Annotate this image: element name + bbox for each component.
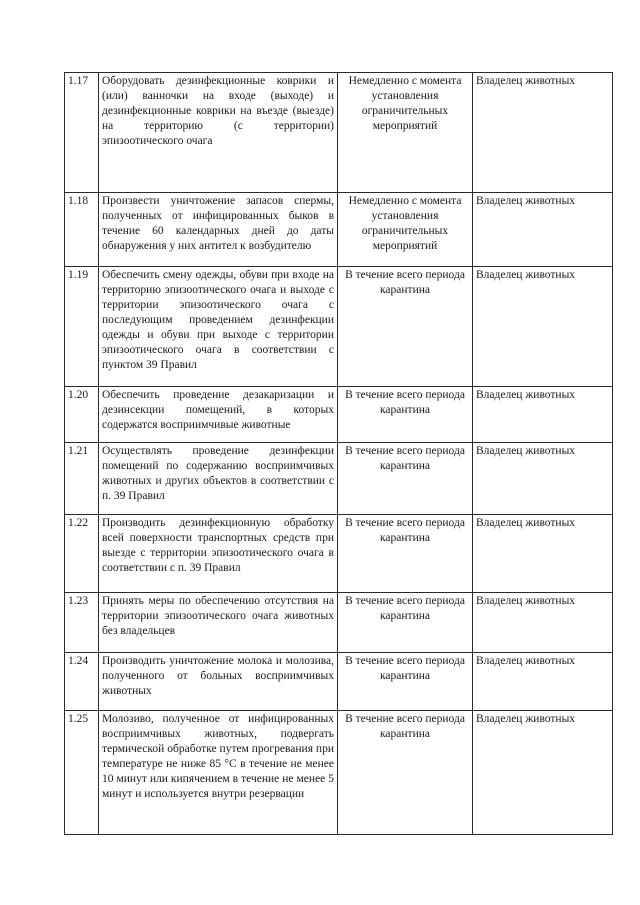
row-term: В течение всего периода карантина — [338, 653, 473, 711]
table-row — [65, 267, 613, 387]
row-number: 1.21 — [65, 443, 99, 515]
table-row — [65, 443, 613, 515]
row-term: В течение всего периода карантина — [338, 387, 473, 443]
row-responsible: Владелец животных — [473, 653, 613, 711]
row-number: 1.22 — [65, 515, 99, 593]
row-action: Осуществлять проведение дезинфекции помещений по содержанию восприимчивых животных и других объектов в соответствии с п. 39 Правил — [99, 443, 338, 515]
row-number: 1.24 — [65, 653, 99, 711]
row-term: В течение всего периода карантина — [338, 593, 473, 653]
row-responsible: Владелец животных — [473, 443, 613, 515]
row-action: Произвести уничтожение запасов спермы, полученных от инфицированных быков в течение 60 календарных дней до даты обнаружения у них антител к возбудителю — [99, 193, 338, 267]
row-responsible: Владелец животных — [473, 73, 613, 193]
row-action: Молозиво, полученное от инфицированных восприимчивых животных, подвергать термической обработке путем прогревания при температуре не ниже 85 °С в течение не менее 10 минут или кипячением в течение не менее 5 минут и используется внутри резервации — [99, 711, 338, 835]
table-row — [65, 593, 613, 653]
row-responsible: Владелец животных — [473, 267, 613, 387]
row-number: 1.18 — [65, 193, 99, 267]
row-action: Обеспечить смену одежды, обуви при входе на территорию эпизоотического очага и выходе с территории эпизоотического очага с последующим проведением дезинфекции одежды и обуви при выходе с территории эпизоотического очага в соответствии с пунктом 39 Правил — [99, 267, 338, 387]
row-term: В течение всего периода карантина — [338, 267, 473, 387]
row-action: Принять меры по обеспечению отсутствия на территории эпизоотического очага животных без владельцев — [99, 593, 338, 653]
row-responsible: Владелец животных — [473, 387, 613, 443]
row-term: В течение всего периода карантина — [338, 443, 473, 515]
row-term: В течение всего периода карантина — [338, 515, 473, 593]
row-action: Обеспечить проведение дезакаризации и дезинсекции помещений, в которых содержатся восприимчивые животные — [99, 387, 338, 443]
row-responsible: Владелец животных — [473, 593, 613, 653]
table-row — [65, 711, 613, 835]
row-responsible: Владелец животных — [473, 711, 613, 835]
table-row — [65, 193, 613, 267]
measures-table — [64, 72, 613, 835]
table-row — [65, 73, 613, 193]
row-term: Немедленно с момента установления ограничительных мероприятий — [338, 193, 473, 267]
table-row — [65, 515, 613, 593]
row-responsible: Владелец животных — [473, 515, 613, 593]
row-action: Производить дезинфекционную обработку всей поверхности транспортных средств при выезде с территории эпизоотического очага в соответствии с п. 39 Правил — [99, 515, 338, 593]
row-number: 1.19 — [65, 267, 99, 387]
row-responsible: Владелец животных — [473, 193, 613, 267]
row-action: Производить уничтожение молока и молозива, полученного от больных восприимчивых животных — [99, 653, 338, 711]
table-row — [65, 653, 613, 711]
row-number: 1.25 — [65, 711, 99, 835]
row-number: 1.23 — [65, 593, 99, 653]
row-number: 1.20 — [65, 387, 99, 443]
row-term: Немедленно с момента установления ограничительных мероприятий — [338, 73, 473, 193]
table-row — [65, 387, 613, 443]
row-term: В течение всего периода карантина — [338, 711, 473, 835]
row-number: 1.17 — [65, 73, 99, 193]
row-action: Оборудовать дезинфекционные коврики и (или) ванночки на входе (выходе) и дезинфекционные коврики на въезде (выезде) на территорию (с территории) эпизоотического очага — [99, 73, 338, 193]
